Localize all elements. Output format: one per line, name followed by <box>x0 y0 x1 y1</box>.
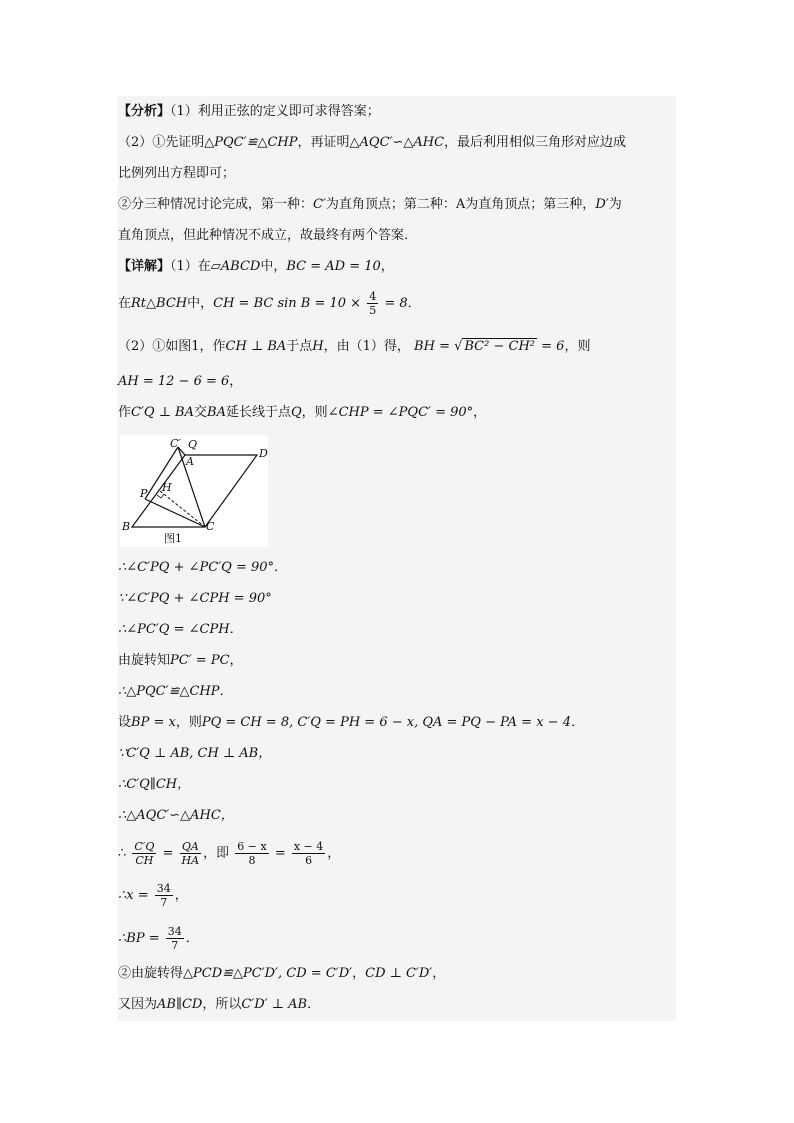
detail-line-3: （2）①如图1，作CH ⊥ BA于点H，由（1）得， BH = √ BC² − CH² = 6，则 <box>118 339 591 354</box>
right-angle-mark <box>157 494 164 498</box>
figure-1 <box>120 435 268 547</box>
detail-line-19: 又因为AB∥CD，所以C′D′ ⊥ AB． <box>118 997 321 1012</box>
parallelogram-diagram <box>120 435 268 547</box>
detail-line-10: ∴△PQC′≌△CHP． <box>118 684 233 699</box>
detail-line-13: ∴C′Q∥CH， <box>118 777 191 792</box>
label-b: B <box>122 520 131 533</box>
analysis-line-5: 直角顶点，但此种情况不成立，故最终有两个答案． <box>118 228 418 243</box>
detail-line-11: 设BP = x，则PQ = CH = 8, C′Q = PH = 6 − x, QA = PQ − PA = x − 4． <box>118 715 584 730</box>
label-c: C <box>206 520 215 533</box>
detail-line-15: ∴ $\frac{C'Q}{CH}$ = $\frac{QA}{HA}$ ，即 $\frac{6 - x}{8}$ = $\frac{x - 4}{6}$ ， <box>118 840 341 867</box>
label-h: H <box>162 481 172 494</box>
detail-line-6: ∴∠C′PQ + ∠PC′Q = 90°． <box>118 560 288 575</box>
detail-line-12: ∵C′Q ⊥ AB, CH ⊥ AB， <box>118 746 272 761</box>
detail-line-7: ∵∠C′PQ + ∠CPH = 90° <box>118 591 272 606</box>
label-c-prime: C′ <box>170 437 181 450</box>
label-d: D <box>259 447 268 460</box>
detail-line-8: ∴∠PC′Q = ∠CPH． <box>118 622 243 637</box>
detail-line-4: AH = 12 − 6 = 6， <box>118 374 243 389</box>
fraction-4-5: $\frac{4}{5}$ <box>369 290 377 317</box>
analysis-line-1: 【分析】（1）利用正弦的定义即可求得答案； <box>118 104 380 119</box>
detail-line-14: ∴△AQC′∽△AHC， <box>118 808 234 823</box>
analysis-line-4: ②分三种情况讨论完成，第一种：C′为直角顶点；第二种：A为直角顶点；第三种，D′为 <box>118 197 622 212</box>
detail-line-17: ∴BP = $\frac{34}{7}$ ． <box>118 925 199 952</box>
figure-caption: 图1 <box>164 532 182 545</box>
detail-line-5: 作C′Q ⊥ BA交BA延长线于点Q，则∠CHP = ∠PQC′ = 90°， <box>118 405 487 420</box>
detail-line-2: 在Rt△BCH中，CH = BC sin B = 10 × $\frac{4}{5}$ = 8． <box>118 290 421 317</box>
detail-line-16: ∴x = $\frac{34}{7}$ ， <box>118 882 188 909</box>
label-p: P <box>140 487 148 500</box>
detail-line-1: 【详解】（1）在▱ABCD中，BC = AD = 10， <box>118 259 394 274</box>
solution-content <box>118 96 676 1021</box>
analysis-line-2: （2）①先证明△PQC′≌△CHP，再证明△AQC′∽△AHC，最后利用相似三角形对应边成 <box>118 135 627 150</box>
label-q: Q <box>188 438 198 451</box>
label-a: A <box>186 455 194 468</box>
detail-line-9: 由旋转知PC′ = PC， <box>118 653 243 668</box>
detail-line-18: ②由旋转得△PCD≌△PC′D′, CD = C′D′，CD ⊥ C′D′， <box>118 966 446 981</box>
segment-p-c <box>145 499 205 527</box>
analysis-line-3: 比例列出方程即可； <box>118 166 236 181</box>
